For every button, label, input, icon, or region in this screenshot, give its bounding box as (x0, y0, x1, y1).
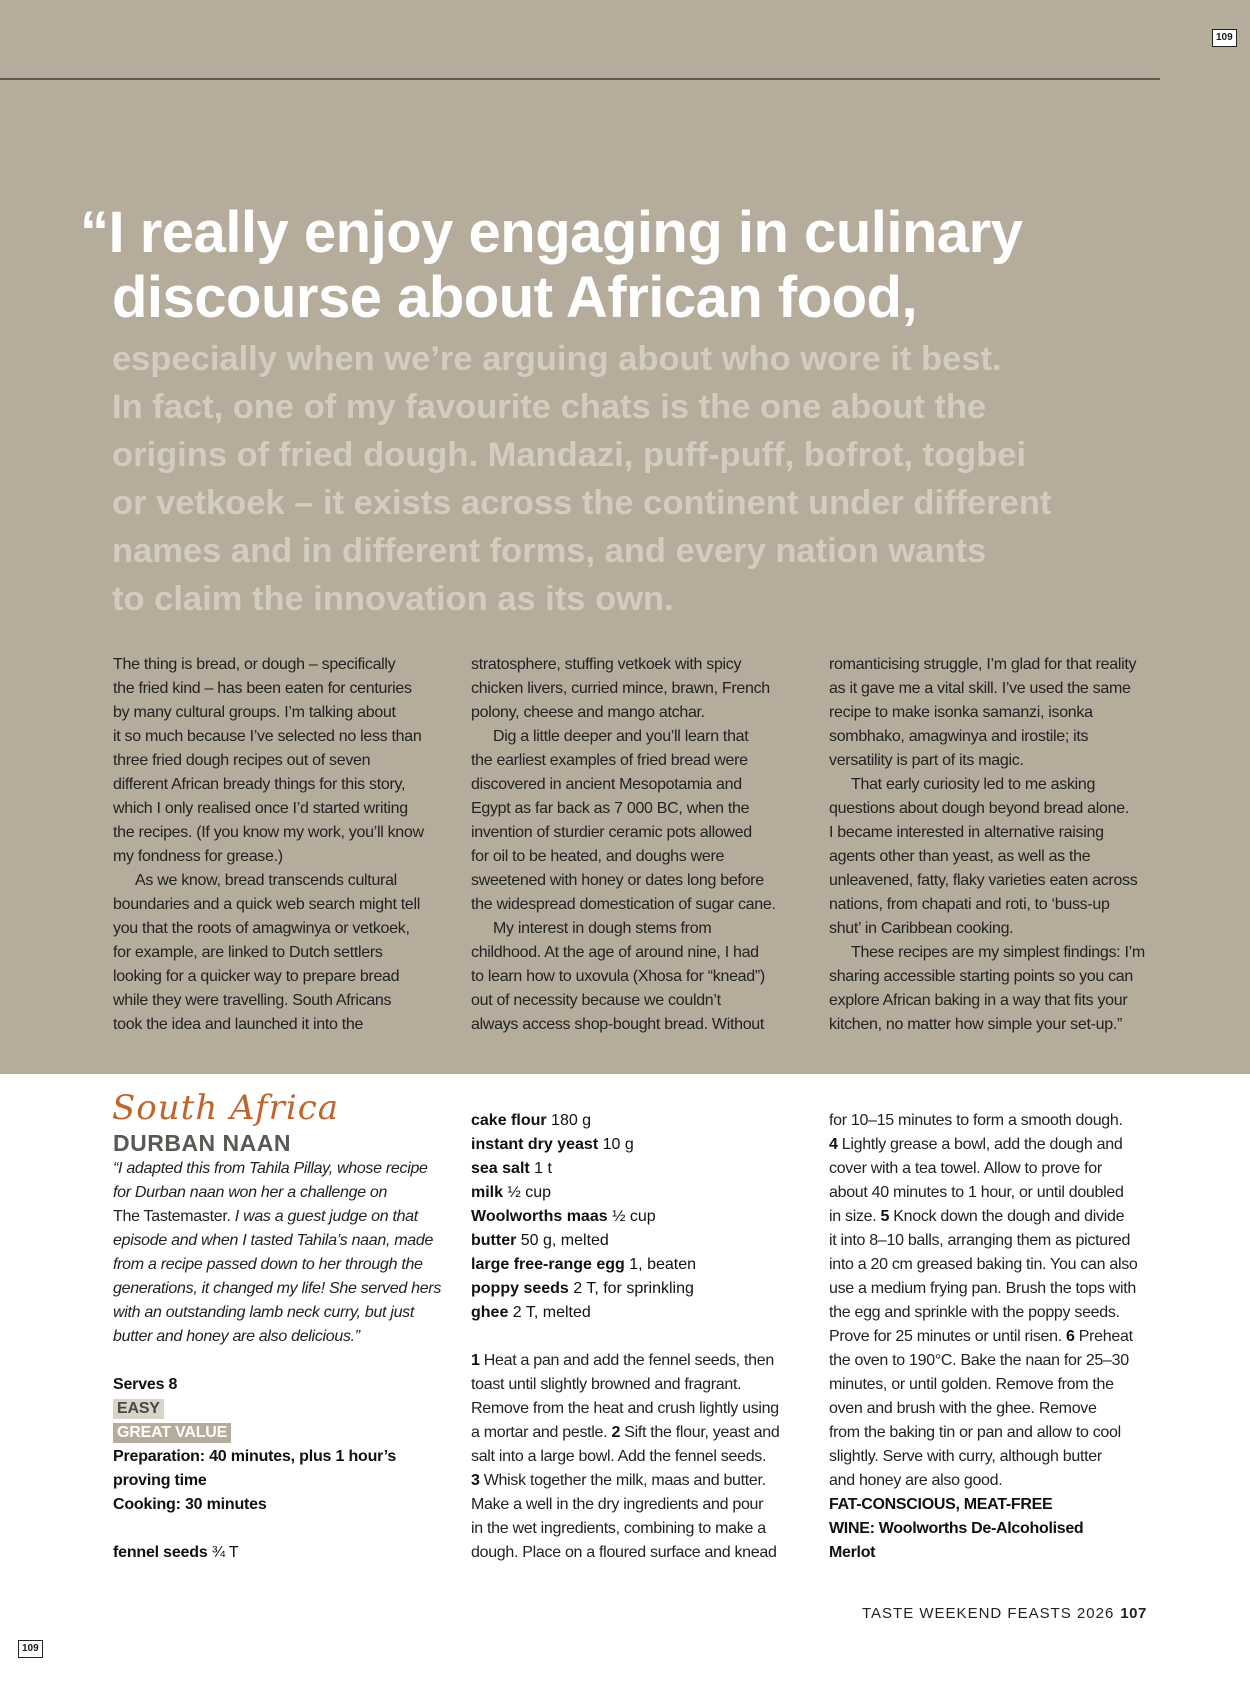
intro-line: for Durban naan won her a challenge on (113, 1184, 388, 1201)
method-text: a mortar and pestle. (471, 1424, 612, 1441)
essay-line: the fried kind – has been eaten for centuries (113, 680, 412, 697)
method-line (829, 1205, 1179, 1229)
essay-line: boundaries and a quick web search might tell (113, 896, 420, 913)
essay-line: agents other than yeast, as well as the (829, 848, 1091, 865)
spacer (113, 1517, 458, 1541)
essay-line: as it gave me a vital skill. I’ve used the same (829, 680, 1131, 697)
essay-line: That early curiosity led to me asking (851, 776, 1096, 793)
intro-line: from a recipe passed down to her through the (113, 1256, 423, 1273)
publication-name: TASTE WEEKEND FEASTS 2026 (862, 1605, 1115, 1622)
ingredient-qty: 50 g, melted (516, 1232, 609, 1249)
essay-line: the earliest examples of fried bread were (471, 752, 748, 769)
essay-line: for oil to be heated, and doughs were (471, 848, 725, 865)
step-number: 1 (471, 1352, 480, 1369)
step-number: 2 (611, 1424, 621, 1441)
essay-line: As we know, bread transcends cultural (135, 872, 397, 889)
recipe-title: DURBAN NAAN (113, 1130, 291, 1156)
essay-line: stratosphere, stuffing vetkoek with spicy (471, 656, 742, 673)
essay-line: romanticising struggle, I’m glad for that reality (829, 656, 1137, 673)
essay-line: sombhako, amagwinya and irostile; its (829, 728, 1089, 745)
ingredient-row (471, 1133, 816, 1157)
essay-line: recipe to make isonka samanzi, isonka (829, 704, 1093, 721)
ingredient-qty: ½ cup (607, 1208, 656, 1225)
ingredient-qty: ½ cup (503, 1184, 552, 1201)
ingredient-qty: 1, beaten (624, 1256, 696, 1273)
essay-line: for example, are linked to Dutch settlers (113, 944, 383, 961)
method-line (471, 1469, 821, 1493)
step-number: 4 (829, 1136, 838, 1153)
ingredient-row (471, 1277, 816, 1301)
ingredient-name: butter (471, 1232, 517, 1249)
essay-line: shut’ in Caribbean cooking. (829, 920, 1014, 937)
method-text: Lightly grease a bowl, add the dough and (837, 1136, 1123, 1153)
essay-line: I became interested in alternative raising (829, 824, 1104, 841)
ingredients-list (471, 1109, 816, 1325)
intro-line: with an outstanding lamb neck curry, but just (113, 1304, 415, 1321)
wine-pairing-cont: Merlot (829, 1544, 876, 1561)
method-line: cover with a tea towel. Allow to prove for (829, 1160, 1102, 1177)
badge-great-value: GREAT VALUE (113, 1423, 231, 1443)
method-line: from the baking tin or pan and allow to cool (829, 1424, 1121, 1441)
show-name: The Tastemaster. (113, 1208, 231, 1225)
method-line: for 10–15 minutes to form a smooth dough. (829, 1112, 1123, 1129)
method-text: Whisk together the milk, maas and butter. (479, 1472, 766, 1489)
page-marker-top: 109 (1212, 29, 1237, 47)
method-line: toast until slightly browned and fragrant. (471, 1376, 742, 1393)
method-text: Prove for 25 minutes or until risen. (829, 1328, 1067, 1345)
ingredient-name: Woolworths maas (471, 1208, 608, 1225)
essay-line: it so much because I’ve selected no less than (113, 728, 422, 745)
wine-pairing: WINE: Woolworths De-Alcoholised (829, 1520, 1084, 1537)
essay-line: discovered in ancient Mesopotamia and (471, 776, 742, 793)
page-number: 107 (1120, 1605, 1147, 1622)
essay-line: took the idea and launched it into the (113, 1016, 364, 1033)
essay-line: my fondness for grease.) (113, 848, 283, 865)
essay-line: chicken livers, curried mince, brawn, French (471, 680, 770, 697)
method-line: the egg and sprinkle with the poppy seeds. (829, 1304, 1120, 1321)
essay-line: you that the roots of amagwinya or vetkoek, (113, 920, 410, 937)
essay-line: versatility is part of its magic. (829, 752, 1024, 769)
pull-quote-line: especially when we’re arguing about who wore it best. (112, 340, 1002, 378)
method-line: it into 8–10 balls, arranging them as pictured (829, 1232, 1131, 1249)
essay-line: looking for a quicker way to prepare bread (113, 968, 400, 985)
ingredient-row (471, 1253, 816, 1277)
intro-line (113, 1205, 458, 1229)
essay-line: polony, cheese and mango atchar. (471, 704, 705, 721)
method-column-3 (829, 1109, 1179, 1565)
ingredient-row (471, 1229, 816, 1253)
method-line: dough. Place on a floured surface and knead (471, 1544, 777, 1561)
pull-quote-line: origins of fried dough. Mandazi, puff-puff, bofrot, togbei (112, 436, 1027, 474)
method-line: minutes, or until golden. Remove from the (829, 1376, 1114, 1393)
page-marker-bottom: 109 (18, 1640, 43, 1658)
essay-line: the recipes. (If you know my work, you’ll know (113, 824, 424, 841)
essay-line: which I only realised once I’d started writing (113, 800, 408, 817)
method-line (471, 1349, 821, 1373)
recipe-meta (113, 1373, 458, 1565)
essay-line: unleavened, fatty, flaky varieties eaten across (829, 872, 1138, 889)
ingredient-name: poppy seeds (471, 1280, 569, 1297)
method-text: in size. (829, 1208, 881, 1225)
essay-line: three fried dough recipes out of seven (113, 752, 371, 769)
method-line: the oven to 190°C. Bake the naan for 25–30 (829, 1352, 1129, 1369)
ingredient-row (471, 1157, 816, 1181)
essay-line: out of necessity because we couldn’t (471, 992, 721, 1009)
ingredient-name: sea salt (471, 1160, 530, 1177)
method-line (829, 1325, 1179, 1349)
ingredient-name: ghee (471, 1304, 509, 1321)
essay-line: The thing is bread, or dough – specifically (113, 656, 396, 673)
method-text: Preheat (1074, 1328, 1133, 1345)
method-column-2 (471, 1349, 821, 1565)
method-line: about 40 minutes to 1 hour, or until doubled (829, 1184, 1124, 1201)
recipe-country-script: South Africa (112, 1088, 340, 1128)
essay-line: sweetened with honey or dates long before (471, 872, 764, 889)
pull-quote-line: names and in different forms, and every nation wants (112, 532, 987, 570)
pull-quote-line: to claim the innovation as its own. (112, 580, 674, 618)
ingredient-name: large free-range egg (471, 1256, 625, 1273)
method-line: in the wet ingredients, combining to make a (471, 1520, 766, 1537)
intro-line: “I adapted this from Tahila Pillay, whose recipe (113, 1160, 428, 1177)
intro-line: generations, it changed my life! She served hers (113, 1280, 442, 1297)
ingredient-name: milk (471, 1184, 504, 1201)
preparation-time: Preparation: 40 minutes, plus 1 hour’s (113, 1448, 397, 1465)
dietary-tags: FAT-CONSCIOUS, MEAT-FREE (829, 1496, 1053, 1513)
essay-line: always access shop-bought bread. Without (471, 1016, 765, 1033)
method-line: Remove from the heat and crush lightly using (471, 1400, 779, 1417)
essay-column-2 (471, 653, 816, 1037)
method-line (471, 1421, 821, 1445)
ingredient-qty: 180 g (546, 1112, 592, 1129)
method-line: and honey are also good. (829, 1472, 1003, 1489)
method-line: slightly. Serve with curry, although butter (829, 1448, 1102, 1465)
pull-quote-line: In fact, one of my favourite chats is the one about the (112, 388, 987, 426)
essay-line: These recipes are my simplest findings: I’m (851, 944, 1145, 961)
essay-line: the widespread domestication of sugar cane. (471, 896, 776, 913)
essay-line: My interest in dough stems from (493, 920, 712, 937)
badge-easy: EASY (113, 1399, 164, 1419)
essay-column-1 (113, 653, 458, 1037)
step-number: 6 (1066, 1328, 1075, 1345)
page-folio (862, 1605, 1147, 1622)
method-line: into a 20 cm greased baking tin. You can also (829, 1256, 1138, 1273)
ingredient-name: instant dry yeast (471, 1136, 599, 1153)
ingredient-qty: 1 t (529, 1160, 552, 1177)
pull-quote-line: discourse about African food, (112, 265, 918, 330)
essay-line: explore African baking in a way that fits your (829, 992, 1128, 1009)
method-line: Make a well in the dry ingredients and pour (471, 1496, 764, 1513)
ingredient-name: cake flour (471, 1112, 547, 1129)
essay-line: Egypt as far back as 7 000 BC, when the (471, 800, 750, 817)
essay-column-3 (829, 653, 1174, 1037)
pull-quote-line: “I really enjoy engaging in culinary (80, 200, 1023, 265)
ingredient-row (471, 1181, 816, 1205)
ingredient-name: fennel seeds (113, 1544, 208, 1561)
method-line: use a medium frying pan. Brush the tops with (829, 1280, 1136, 1297)
essay-line: Dig a little deeper and you’ll learn that (493, 728, 749, 745)
intro-line: butter and honey are also delicious.” (113, 1328, 360, 1345)
serves: Serves 8 (113, 1376, 178, 1393)
ingredient-qty: 10 g (598, 1136, 634, 1153)
top-rule (0, 78, 1160, 80)
essay-line: kitchen, no matter how simple your set-up.” (829, 1016, 1123, 1033)
ingredient-qty: ¾ T (207, 1544, 239, 1561)
pull-quote-continuation (112, 335, 1172, 623)
ingredient-qty: 2 T, for sprinkling (568, 1280, 694, 1297)
step-number: 5 (880, 1208, 890, 1225)
intro-line: episode and when I tasted Tahila’s naan, made (113, 1232, 434, 1249)
essay-line: sharing accessible starting points so you can (829, 968, 1134, 985)
method-text: Knock down the dough and divide (889, 1208, 1125, 1225)
essay-line: questions about dough beyond bread alone. (829, 800, 1129, 817)
recipe-intro (113, 1157, 458, 1349)
method-line (829, 1133, 1179, 1157)
method-line: salt into a large bowl. Add the fennel seeds. (471, 1448, 767, 1465)
ingredient-row (471, 1205, 816, 1229)
pull-quote-headline (80, 200, 1180, 330)
pull-quote-line: or vetkoek – it exists across the continent under different (112, 484, 1052, 522)
method-line: oven and brush with the ghee. Remove (829, 1400, 1097, 1417)
essay-line: different African bready things for this story, (113, 776, 406, 793)
step-number: 3 (471, 1472, 480, 1489)
essay-line: to learn how to uxovula (Xhosa for “knead”) (471, 968, 765, 985)
essay-line: while they were travelling. South Africans (113, 992, 392, 1009)
ingredient-qty: 2 T, melted (508, 1304, 591, 1321)
essay-line: by many cultural groups. I’m talking about (113, 704, 396, 721)
essay-line: invention of sturdier ceramic pots allowed (471, 824, 752, 841)
preparation-time-cont: proving time (113, 1472, 207, 1489)
intro-text: I was a guest judge on that (230, 1208, 418, 1225)
ingredient-row (113, 1541, 458, 1565)
essay-line: nations, from chapati and roti, to ‘buss-up (829, 896, 1110, 913)
ingredient-row (471, 1109, 816, 1133)
cooking-time: Cooking: 30 minutes (113, 1496, 267, 1513)
method-text: Heat a pan and add the fennel seeds, then (479, 1352, 774, 1369)
essay-line: childhood. At the age of around nine, I had (471, 944, 759, 961)
method-text: Sift the flour, yeast and (620, 1424, 780, 1441)
ingredient-row (471, 1301, 816, 1325)
